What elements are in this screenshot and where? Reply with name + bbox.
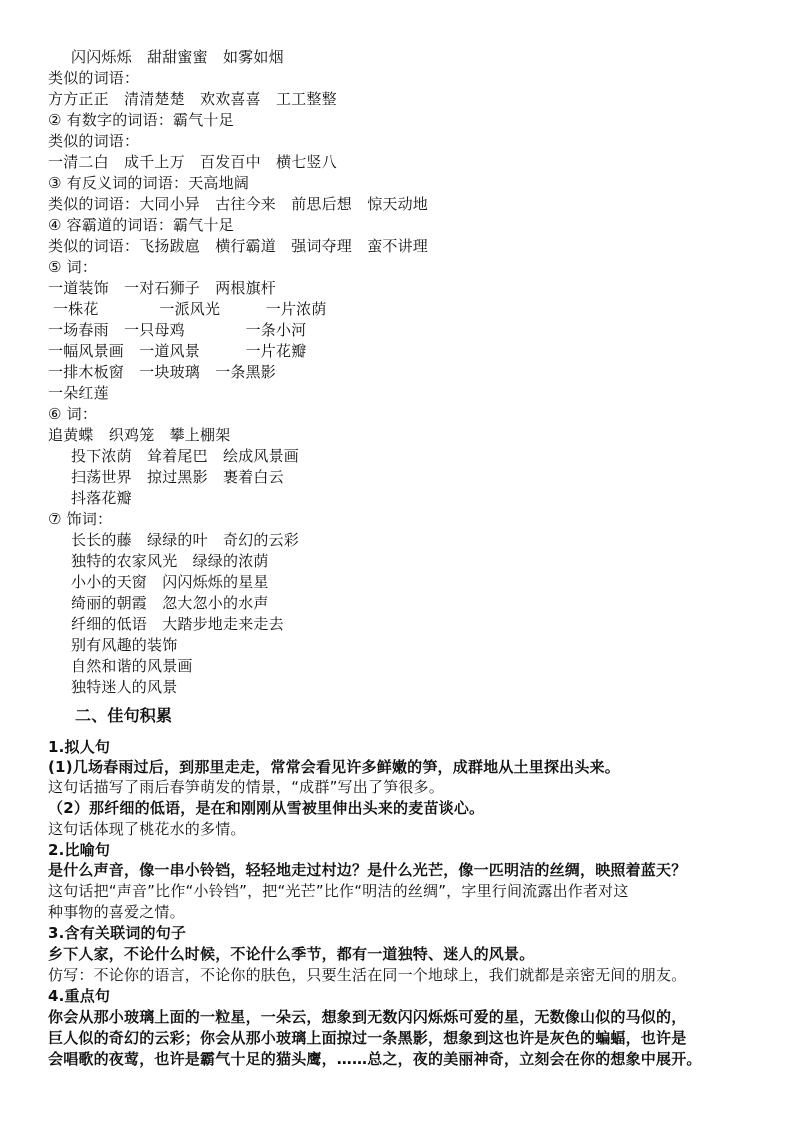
word-line: 长长的藤 绿绿的叶 奇幻的云彩 — [71, 531, 300, 549]
word-line: 小小的天窗 闪闪烁烁的星星 — [71, 573, 269, 591]
subsection-heading: 3.含有关联词的句子 — [48, 924, 187, 942]
example-sentence: 会唱歌的夜莺，也许是霸气十足的猫头鹰，……总之，夜的美丽神奇，立刻会在你的想象中展开。 — [48, 1050, 702, 1068]
word-line: 投下浓荫 耸着尾巴 绘成风景画 — [71, 447, 300, 465]
word-line: 一排木板窗 一块玻璃 一条黑影 — [48, 363, 277, 381]
word-line: ⑤ 词： — [48, 258, 98, 276]
word-line: 自然和谐的风景画 — [71, 657, 193, 675]
example-sentence: （2）那纤细的低语，是在和刚刚从雪被里伸出头来的麦苗谈心。 — [48, 799, 485, 817]
word-line: 一株花 一派风光 一片浓荫 — [48, 300, 327, 318]
word-line: 类似的词语： — [48, 69, 140, 87]
subsection-heading: 2.比喻句 — [48, 841, 111, 859]
word-line: 一道装饰 一对石狮子 两根旗杆 — [48, 279, 277, 297]
example-sentence: 巨人似的奇幻的云彩；你会从那小玻璃上面掠过一条黑影，想象到这也许是灰色的蝙蝠，也许是 — [48, 1029, 687, 1047]
word-line: 追黄蝶 织鸡笼 攀上棚架 — [48, 426, 231, 444]
word-line: 方方正正 清清楚楚 欢欢喜喜 工工整整 — [48, 90, 337, 108]
word-line: ⑥ 词： — [48, 405, 98, 423]
word-line: ⑦ 饰词： — [48, 510, 113, 528]
word-line: 独特迷人的风景 — [71, 678, 178, 696]
sentence-note: 这句话把“声音”比作“小铃铛”，把“光芒”比作“明洁的丝绸”，字里行间流露出作者对这 — [48, 882, 629, 900]
sentence-note: 这句话体现了桃花水的多情。 — [48, 820, 246, 838]
word-line: ② 有数字的词语：霸气十足 — [48, 111, 234, 129]
word-line: 类似的词语：大同小异 古往今来 前思后想 惊天动地 — [48, 195, 429, 213]
sentence-note: 这句话描写了雨后春笋萌发的情景，“成群”写出了笋很多。 — [48, 778, 444, 796]
word-line: 纤细的低语 大踏步地走来走去 — [71, 615, 284, 633]
example-sentence: 乡下人家，不论什么时候，不论什么季节，都有一道独特、迷人的风景。 — [48, 945, 535, 963]
example-sentence: 是什么声音，像一串小铃铛，轻轻地走过村边？是什么光芒，像一匹明洁的丝绸，映照着蓝天？ — [48, 861, 687, 879]
sentence-note: 种事物的喜爱之情。 — [48, 903, 185, 921]
section-title: 二、佳句积累 — [75, 706, 173, 725]
word-line: 一朵红莲 — [48, 384, 109, 402]
word-line: 一清二白 成千上万 百发百中 横七竖八 — [48, 153, 337, 171]
word-line: 一场春雨 一只母鸡 一条小河 — [48, 321, 307, 339]
word-line: 绮丽的朝霞 忽大忽小的水声 — [71, 594, 269, 612]
word-line: 类似的词语：飞扬跋扈 横行霸道 强词夺理 蛮不讲理 — [48, 237, 429, 255]
sentence-note: 仿写：不论你的语言，不论你的肤色，只要生活在同一个地球上，我们就都是亲密无间的朋友。 — [48, 966, 687, 984]
word-line: 扫荡世界 掠过黑影 裹着白云 — [71, 468, 284, 486]
word-line: 类似的词语： — [48, 132, 140, 150]
subsection-heading: 1.拟人句 — [48, 738, 111, 756]
word-line: 一幅风景画 一道风景 一片花瓣 — [48, 342, 307, 360]
subsection-heading: 4.重点句 — [48, 987, 111, 1005]
example-sentence: (1)几场春雨过后，到那里走走，常常会看见许多鲜嫩的笋，成群地从土里探出头来。 — [48, 758, 620, 776]
word-line: 抖落花瓣 — [71, 489, 132, 507]
word-line: ④ 容霸道的词语：霸气十足 — [48, 216, 234, 234]
word-line: ③ 有反义词的词语：天高地阔 — [48, 174, 250, 192]
example-sentence: 你会从那小玻璃上面的一粒星，一朵云，想象到无数闪闪烁烁可爱的星，无数像山似的马似的， — [48, 1008, 687, 1026]
word-line: 闪闪烁烁 甜甜蜜蜜 如雾如烟 — [71, 48, 284, 66]
word-line: 独特的农家风光 绿绿的浓荫 — [71, 552, 269, 570]
word-line: 别有风趣的装饰 — [71, 636, 178, 654]
